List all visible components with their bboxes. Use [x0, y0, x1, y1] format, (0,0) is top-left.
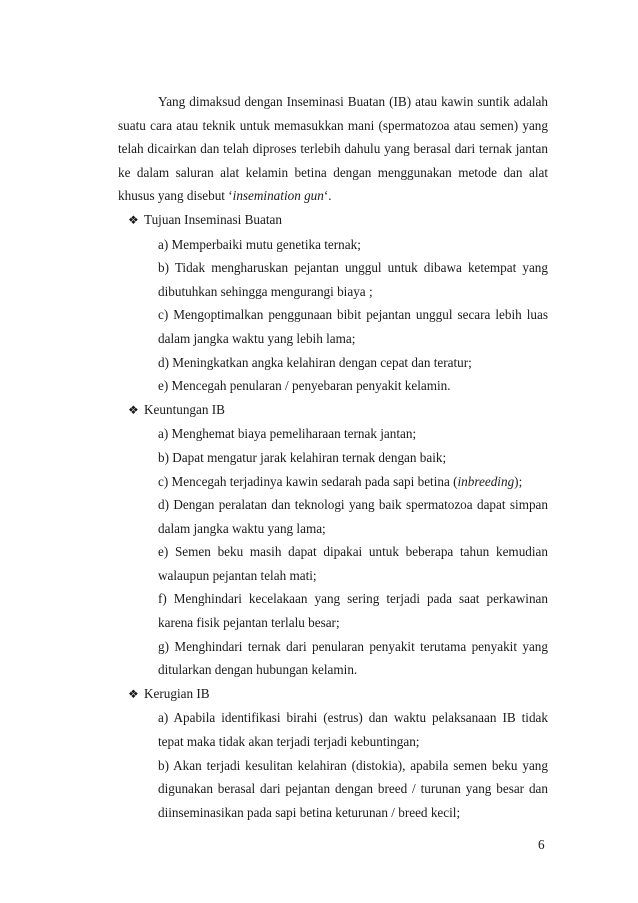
section-heading: [128, 208, 548, 233]
list-item: [158, 706, 548, 753]
page-number: 6: [538, 837, 545, 852]
list-item: [158, 635, 548, 682]
list-item-text: c) Mencegah terjadinya kawin sedarah pada sapi betina (: [158, 473, 458, 489]
section-heading-text: Keuntungan IB: [144, 401, 225, 417]
list-item: [158, 233, 548, 257]
list-item-text: a) Memperbaiki mutu genetika ternak;: [158, 236, 361, 252]
sections-container: [118, 208, 548, 824]
section-heading-text: Tujuan Inseminasi Buatan: [144, 211, 282, 227]
list-item: [158, 540, 548, 587]
intro-text: Yang dimaksud dengan Inseminasi Buatan (IB) atau kawin suntik adalah suatu cara atau teknik untuk memasukkan mani (spermatozoa atau semen) yang telah dicairkan dan telah diproses terlebih dahulu yang berasal dari ternak jantan ke dalam saluran alat kelamin betina dengan menggunakan metode dan alat khusus yang disebut ‘: [118, 94, 548, 204]
list-item-text: a) Apabila identifikasi birahi (estrus) dan waktu pelaksanaan IB tidak tepat maka tidak akan terjadi terjadi kebuntingan;: [158, 710, 548, 750]
item-list: [118, 233, 548, 398]
intro-text-end: ‘.: [323, 188, 332, 204]
list-item-text: g) Menghindari ternak dari penularan penyakit terutama penyakit yang ditularkan dengan hubungan kelamin.: [158, 638, 548, 678]
item-list: [118, 422, 548, 682]
intro-paragraph: [118, 90, 548, 208]
item-list: [118, 706, 548, 824]
section: [118, 398, 548, 682]
list-item-text: a) Menghemat biaya pemeliharaan ternak jantan;: [158, 426, 417, 442]
list-item: [158, 587, 548, 634]
section-heading-text: Kerugian IB: [144, 685, 210, 701]
list-item: [158, 422, 548, 446]
section-heading: [128, 398, 548, 423]
list-item-term: inbreeding: [457, 473, 515, 489]
list-item-text: b) Akan terjadi kesulitan kelahiran (distokia), apabila semen beku yang digunakan berasal dari pejantan dengan breed / turunan yang besar dan diinseminasikan pada sapi betina keturunan / breed kecil;: [158, 757, 548, 820]
list-item: [158, 446, 548, 470]
list-item-text: d) Meningkatkan angka kelahiran dengan cepat dan teratur;: [158, 354, 472, 370]
section-heading: [128, 682, 548, 707]
section: [118, 682, 548, 825]
list-item-text: e) Mencegah penularan / penyebaran penyakit kelamin.: [158, 378, 451, 394]
list-item-text: f) Menghindari kecelakaan yang sering terjadi pada saat perkawinan karena fisik pejantan terlalu besar;: [158, 591, 548, 631]
diamond-bullet-icon: ❖: [128, 212, 139, 227]
list-item-text: b) Tidak mengharuskan pejantan unggul untuk dibawa ketempat yang dibutuhkan sehingga mengurangi biaya ;: [158, 260, 548, 299]
list-item-text: e) Semen beku masih dapat dipakai untuk beberapa tahun kemudian walaupun pejantan telah mati;: [158, 544, 548, 583]
page-content: [118, 90, 548, 824]
list-item: [158, 351, 548, 375]
list-item: [158, 303, 548, 350]
list-item: [158, 256, 548, 303]
diamond-bullet-icon: ❖: [128, 686, 139, 701]
list-item-text: c) Mengoptimalkan penggunaan bibit pejantan unggul secara lebih luas dalam jangka waktu yang lebih lama;: [158, 307, 548, 346]
list-item: [158, 374, 548, 398]
list-item-text: d) Dengan peralatan dan teknologi yang baik spermatozoa dapat simpan dalam jangka waktu yang lama;: [158, 497, 548, 536]
list-item-text: b) Dapat mengatur jarak kelahiran ternak dengan baik;: [158, 449, 447, 465]
list-item: [158, 754, 548, 825]
list-item-text-end: );: [514, 473, 523, 489]
list-item: [158, 493, 548, 540]
intro-term: insemination gun: [232, 188, 324, 204]
diamond-bullet-icon: ❖: [128, 402, 139, 417]
list-item: [158, 470, 548, 494]
section: [118, 208, 548, 398]
